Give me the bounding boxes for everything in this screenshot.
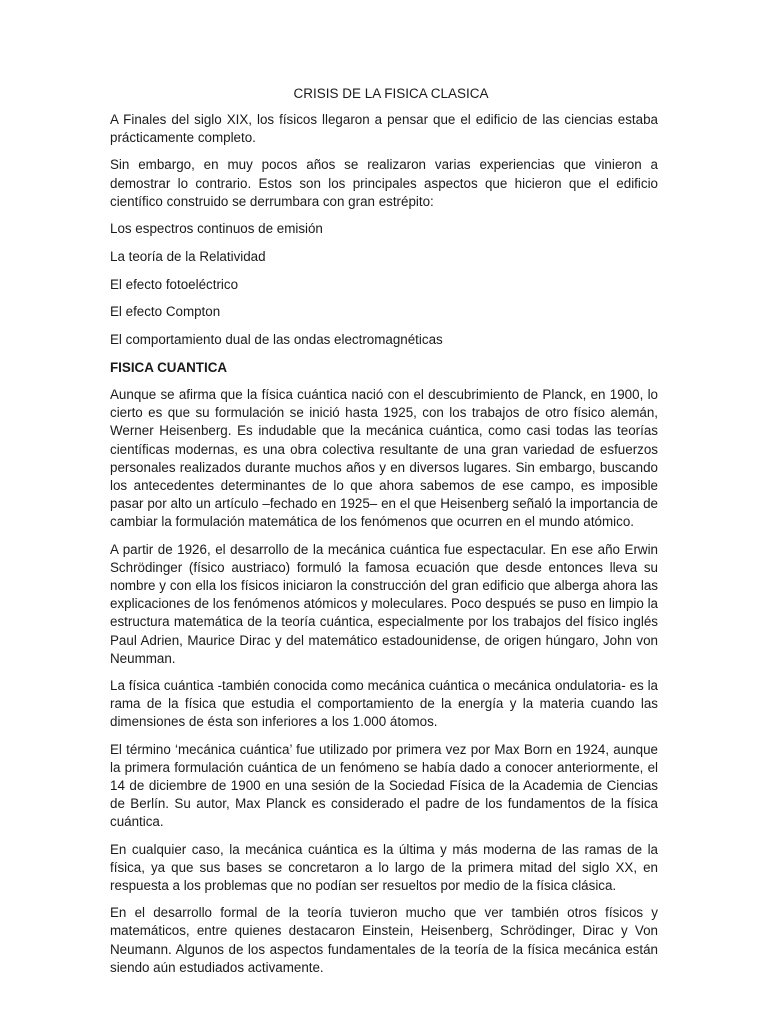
intro-paragraph-2: Sin embargo, en muy pocos años se realizaron varias experiencias que vinieron a demostrar lo contrario. Estos son los principales aspectos que hicieron que el edificio científico construido se derrumbara con gran estrépito:: [110, 157, 658, 209]
intro-paragraph-1: A Finales del siglo XIX, los físicos llegaron a pensar que el edificio de las ciencias estaba prácticamente completo.: [110, 112, 658, 146]
aspect-item: Los espectros continuos de emisión: [110, 221, 323, 237]
aspects-list: [110, 220, 658, 349]
section-paragraph-5: En cualquier caso, la mecánica cuántica es la última y más moderna de las ramas de la física, ya que sus bases se concretaron a lo largo de la primera mitad del siglo XX, en respuesta a los problemas que no podían ser resueltos por medio de la física clásica.: [110, 841, 658, 894]
section-paragraph-1: Aunque se afirma que la física cuántica nació con el descubrimiento de Planck, en 1900, lo cierto es que su formulación se inició hasta 1925, con los trabajos de otro físico alemán, Werner Heisenberg. Es indudable que la mecánica cuántica, como casi todas las teorías científicas modernas, es una obra colectiva resultante de una gran variedad de esfuerzos personales realizados durante muchos años y en diversos lugares. Sin embargo, buscando los antecedentes determinantes de lo que ahora sabemos de ese campo, es imposible pasar por alto un artículo –fechado en 1925– en el que Heisenberg señaló la importancia de cambiar la formulación matemática de los fenómenos que ocurren en el mundo atómico.: [110, 387, 658, 530]
aspect-item: El efecto fotoeléctrico: [110, 276, 239, 292]
section-paragraph-4: El término ‘mecánica cuántica’ fue utilizado por primera vez por Max Born en 1924, aunque la primera formulación cuántica de un fenómeno se había dado a conocer anteriormente, el 14 de diciembre de 1900 en una sesión de la Sociedad Física de la Academia de Ciencias de Berlín. Su autor, Max Planck es considerado el padre de los fundamentos de la física cuántica.: [110, 741, 658, 830]
document-title: CRISIS DE LA FISICA CLASICA: [293, 86, 489, 101]
section-heading: FISICA CUANTICA: [110, 360, 228, 375]
aspect-item: La teoría de la Relatividad: [110, 248, 266, 264]
section-paragraph-2: A partir de 1926, el desarrollo de la mecánica cuántica fue espectacular. En ese año Erwin Schrödinger (físico austriaco) formuló la famosa ecuación que desde entonces lleva su nombre y con ella los físicos iniciaron la construcción del gran edificio que alberga ahora las explicaciones de los fenómenos atómicos y moleculares. Poco después se puso en limpio la estructura matemática de la teoría cuántica, especialmente por los trabajos del físico inglés Paul Adrien, Maurice Dirac y del matemático estadounidense, de origen húngaro, John von Neumman.: [110, 541, 658, 666]
aspect-item: El efecto Compton: [110, 304, 221, 320]
section-paragraph-3: La física cuántica -también conocida como mecánica cuántica o mecánica ondulatoria- es la rama de la física que estudia el comportamiento de la energía y la materia cuando las dimensiones de ésta son inferiores a los 1.000 átomos.: [110, 678, 658, 730]
section-paragraph-6: En el desarrollo formal de la teoría tuvieron mucho que ver también otros físicos y matemáticos, entre quienes destacaron Einstein, Heisenberg, Schrödinger, Dirac y Von Neumann. Algunos de los aspectos fundamentales de la teoría de la física mecánica están siendo aún estudiados activamente.: [110, 905, 658, 975]
aspect-item: El comportamiento dual de las ondas electromagnéticas: [110, 332, 443, 348]
document-page: [110, 85, 658, 986]
